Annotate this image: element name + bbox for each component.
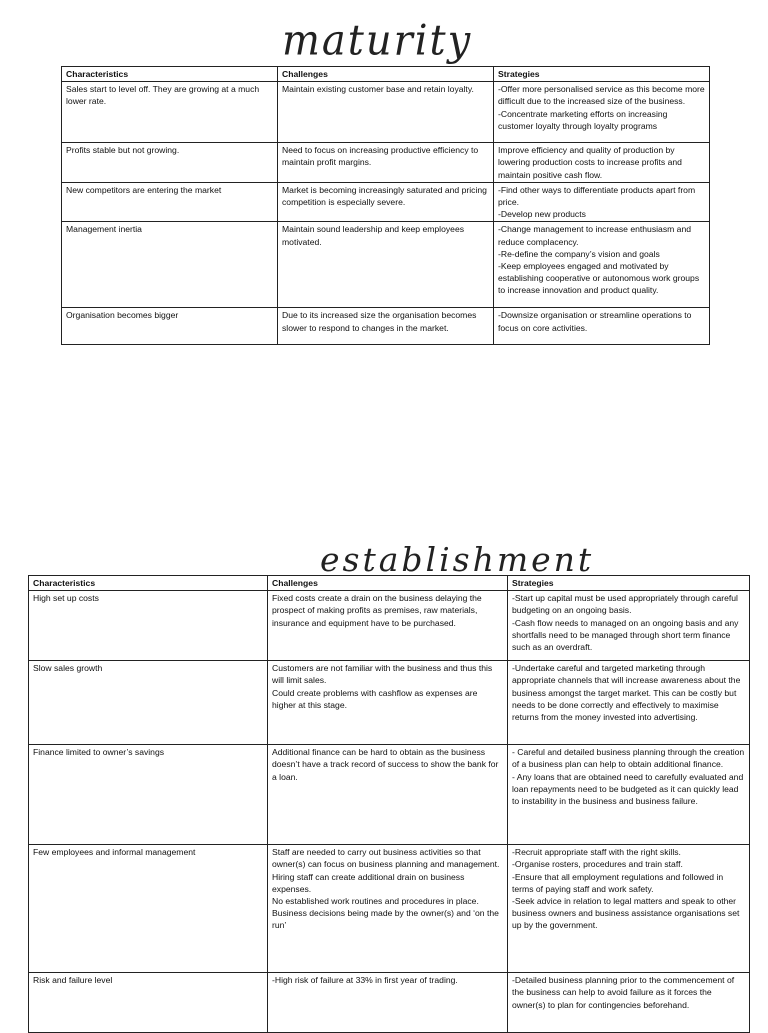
header-strategies: Strategies (508, 576, 750, 591)
challenge-cell: Additional finance can be hard to obtain as the business doesn’t have a track record of success to show the bank for a loan. (268, 745, 508, 845)
header-challenges: Challenges (278, 67, 494, 82)
characteristic-cell: Profits stable but not growing. (62, 143, 278, 183)
strategy-cell: -Offer more personalised service as this become more difficult due to the increased size of the business. -Concentrate marketing efforts on increasing customer loyalty through loyalty programs (494, 82, 710, 143)
strategy-cell: -Find other ways to differentiate products apart from price. -Develop new products (494, 182, 710, 222)
characteristic-cell: Finance limited to owner’s savings (29, 745, 268, 845)
characteristic-cell: Management inertia (62, 222, 278, 308)
challenge-cell: Maintain sound leadership and keep employees motivated. (278, 222, 494, 308)
table-row (29, 745, 750, 845)
challenge-cell: Need to focus on increasing productive efficiency to maintain profit margins. (278, 143, 494, 183)
table-row (62, 182, 710, 222)
table-row (62, 222, 710, 308)
challenge-cell: Due to its increased size the organisation becomes slower to respond to changes in the market. (278, 308, 494, 345)
challenge-cell: Customers are not familiar with the business and thus this will limit sales. Could create problems with cashflow as expenses are higher at this stage. (268, 661, 508, 745)
characteristic-cell: Few employees and informal management (29, 845, 268, 973)
strategy-cell: - Careful and detailed business planning through the creation of a business plan can help to obtain additional finance. - Any loans that are obtained need to carefully evaluated and loan repayments need to be budgeted as it can quickly lead to instability in the business and business failure. (508, 745, 750, 845)
header-characteristics: Characteristics (29, 576, 268, 591)
header-challenges: Challenges (268, 576, 508, 591)
challenge-cell: -High risk of failure at 33% in first year of trading. (268, 973, 508, 1033)
strategy-cell: -Start up capital must be used appropriately through careful budgeting on an ongoing basis. -Cash flow needs to managed on an ongoing basis and any shortfalls need to be managed through short term finance such as an overdraft. (508, 591, 750, 661)
challenge-cell: Staff are needed to carry out business activities so that owner(s) can focus on business planning and management. Hiring staff can create additional drain on business expenses. No established work routines and procedures in place. Business decisions being made by the owner(s) and ‘on the run’ (268, 845, 508, 973)
table-row (29, 845, 750, 973)
characteristic-cell: Sales start to level off. They are growing at a much lower rate. (62, 82, 278, 143)
characteristic-cell: New competitors are entering the market (62, 182, 278, 222)
table-row (62, 308, 710, 345)
challenge-cell: Market is becoming increasingly saturated and pricing competition is especially severe. (278, 182, 494, 222)
establishment-table (28, 575, 750, 1033)
characteristic-cell: Slow sales growth (29, 661, 268, 745)
characteristic-cell: Organisation becomes bigger (62, 308, 278, 345)
characteristic-cell: Risk and failure level (29, 973, 268, 1033)
strategy-cell: Improve efficiency and quality of production by lowering production costs to increase profits and maintain positive cash flow. (494, 143, 710, 183)
table-header-row (29, 576, 750, 591)
strategy-cell: -Change management to increase enthusiasm and reduce complacency. -Re-define the company’s vision and goals -Keep employees engaged and motivated by establishing cooperative or autonomous work groups to increase innovation and product quality. (494, 222, 710, 308)
maturity-table (61, 66, 710, 345)
establishment-heading: establishment (320, 540, 595, 579)
challenge-cell: Maintain existing customer base and retain loyalty. (278, 82, 494, 143)
maturity-heading: maturity (282, 16, 473, 66)
strategy-cell: -Downsize organisation or streamline operations to focus on core activities. (494, 308, 710, 345)
characteristic-cell: High set up costs (29, 591, 268, 661)
header-strategies: Strategies (494, 67, 710, 82)
table-row (62, 143, 710, 183)
strategy-cell: -Recruit appropriate staff with the right skills. -Organise rosters, procedures and train staff. -Ensure that all employment regulations and followed in terms of paying staff and work safety. -Seek advice in relation to legal matters and speak to other business owners and business assistance organisations set up by the government. (508, 845, 750, 973)
strategy-cell: -Detailed business planning prior to the commencement of the business can help to avoid failure as it forces the owner(s) to plan for contingencies beforehand. (508, 973, 750, 1033)
strategy-cell: -Undertake careful and targeted marketing through appropriate channels that will increase awareness about the business amongst the target market. This can be costly but needs to be done correctly and effectively to maximise returns from the money invested into advertising. (508, 661, 750, 745)
table-row (29, 661, 750, 745)
table-row (29, 591, 750, 661)
table-row (62, 82, 710, 143)
challenge-cell: Fixed costs create a drain on the business delaying the prospect of making profits as premises, raw materials, insurance and equipment have to be purchased. (268, 591, 508, 661)
table-header-row (62, 67, 710, 82)
header-characteristics: Characteristics (62, 67, 278, 82)
